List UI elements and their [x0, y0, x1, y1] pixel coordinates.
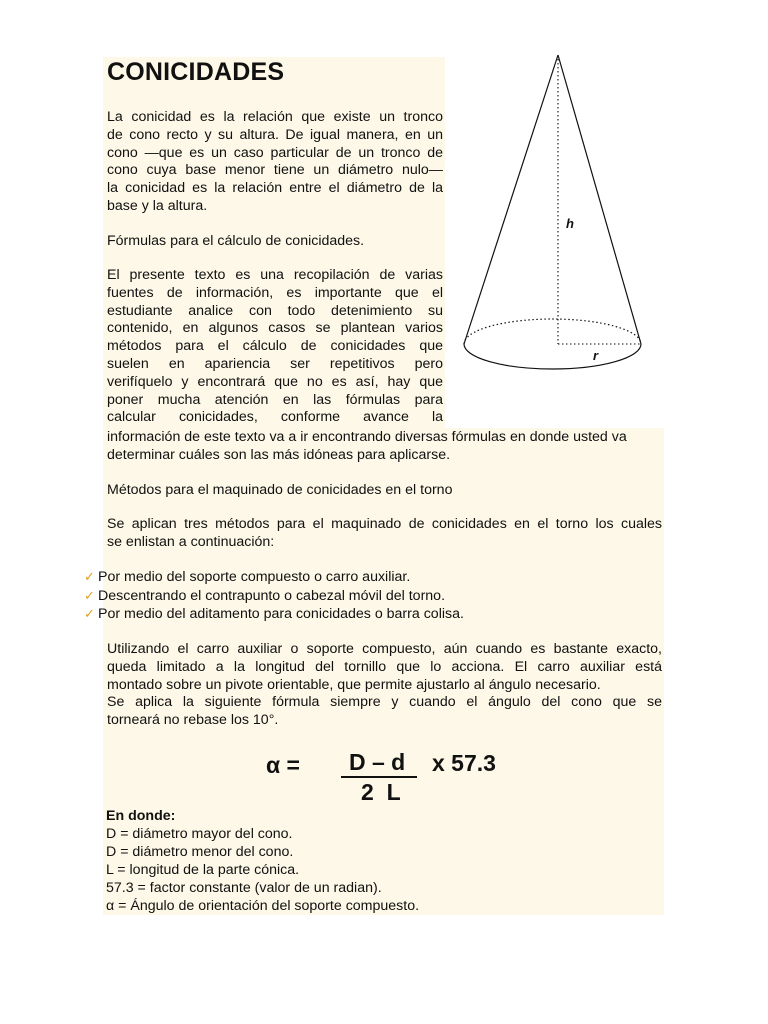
methods-list: [84, 568, 464, 624]
fraction-bar: [341, 776, 417, 778]
list-item: [84, 605, 464, 624]
definitions: [106, 807, 419, 915]
compilation-line: calcular conicidades, conforme avance la: [107, 409, 443, 426]
definitions-heading: En donde:: [106, 808, 176, 824]
intro-line: la conicidad es la relación entre el diámetro de la: [107, 180, 443, 197]
carro-line: Utilizando el carro auxiliar o soporte compuesto, aún cuando es bastante exacto,: [107, 641, 662, 657]
formula-denominator: 2 L: [361, 779, 401, 805]
method-text: Por medio del soporte compuesto o carro auxiliar.: [98, 569, 411, 585]
check-icon: ✓: [84, 569, 95, 584]
methods-intro: [107, 516, 662, 552]
check-icon: ✓: [84, 606, 95, 622]
intro-paragraph: [107, 109, 443, 216]
compilation-line: verifíquelo y encontrará que no es así, hay que: [107, 373, 443, 390]
cone-base-back: [464, 319, 641, 344]
formula-numerator: D – d: [349, 749, 406, 775]
cone-diagram: [455, 48, 655, 378]
intro-line: La conicidad es la relación que existe un tronco: [107, 109, 443, 125]
compilation-line: información de este texto va a ir encontrando diversas fórmulas en donde usted va: [107, 429, 627, 445]
compilation-line: estudiante analice con todo detenimiento su: [107, 302, 443, 319]
compilation-line: contenido, en algunos casos se plantean varios: [107, 320, 443, 337]
methods-heading: Métodos para el maquinado de conicidades en el torno: [107, 482, 453, 498]
compilation-line: poner mucha atención en las fórmulas para: [107, 391, 443, 408]
method-text: Por medio del aditamento para conicidades o barra colisa.: [98, 606, 464, 623]
compilation-paragraph-wide: [107, 429, 662, 465]
formulas-heading: Fórmulas para el cálculo de conicidades.: [107, 233, 365, 249]
methods-intro-line: Se aplican tres métodos para el maquinado de conicidades en el torno los cuales: [107, 516, 662, 532]
formula-lhs: α =: [266, 752, 300, 778]
compilation-line: El presente texto es una recopilación de varias: [107, 267, 443, 283]
check-icon: ✓: [84, 587, 95, 603]
carro-paragraph: [107, 641, 662, 730]
carro-line: queda limitado a la longitud del tornillo que lo acciona. El carro auxiliar está: [107, 658, 662, 675]
method-text: Descentrando el contrapunto o cabezal móvil del torno.: [98, 587, 446, 604]
intro-line: de cono recto y su altura. De igual manera, en un: [107, 126, 443, 143]
compilation-line: suelen en apariencia ser repetitivos pero: [107, 355, 443, 372]
formula-factor: x 57.3: [432, 750, 496, 776]
compilation-paragraph: [107, 267, 443, 427]
compilation-line: métodos para el cálculo de conicidades que: [107, 338, 443, 355]
radius-label: r: [593, 348, 599, 363]
height-label: h: [566, 216, 574, 231]
definition-item: α = Ángulo de orientación del soporte compuesto.: [106, 898, 420, 914]
formula-intro-line: Se aplica la siguiente fórmula siempre y cuando el ángulo del cono que se: [107, 694, 662, 711]
formula-intro-line: torneará no rebase los 10°.: [107, 712, 279, 729]
definition-item: 57.3 = factor constante (valor de un radian).: [106, 880, 382, 896]
intro-line: cono cuya base menor tiene un diámetro nulo—: [107, 162, 443, 179]
definition-item: D = diámetro mayor del cono.: [106, 826, 293, 842]
compilation-line: determinar cuáles son las más idóneas para aplicarse.: [107, 446, 451, 463]
methods-intro-line: se enlistan a continuación:: [107, 533, 275, 550]
cone-left-edge: [464, 55, 558, 344]
list-item: [84, 587, 464, 606]
compilation-line: fuentes de información, es importante que el: [107, 284, 443, 301]
definition-item: D = diámetro menor del cono.: [106, 844, 294, 860]
intro-line: base y la altura.: [107, 197, 208, 214]
carro-line: montado sobre un pivote orientable, que permite ajustarlo al ángulo necesario.: [107, 676, 601, 693]
list-item: [84, 568, 464, 587]
cone-base-front: [464, 344, 641, 369]
cone-right-edge: [558, 55, 641, 344]
page-title: CONICIDADES: [107, 58, 285, 86]
intro-line: cono —que es un caso particular de un tronco de: [107, 144, 443, 161]
definition-item: L = longitud de la parte cónica.: [106, 862, 300, 878]
